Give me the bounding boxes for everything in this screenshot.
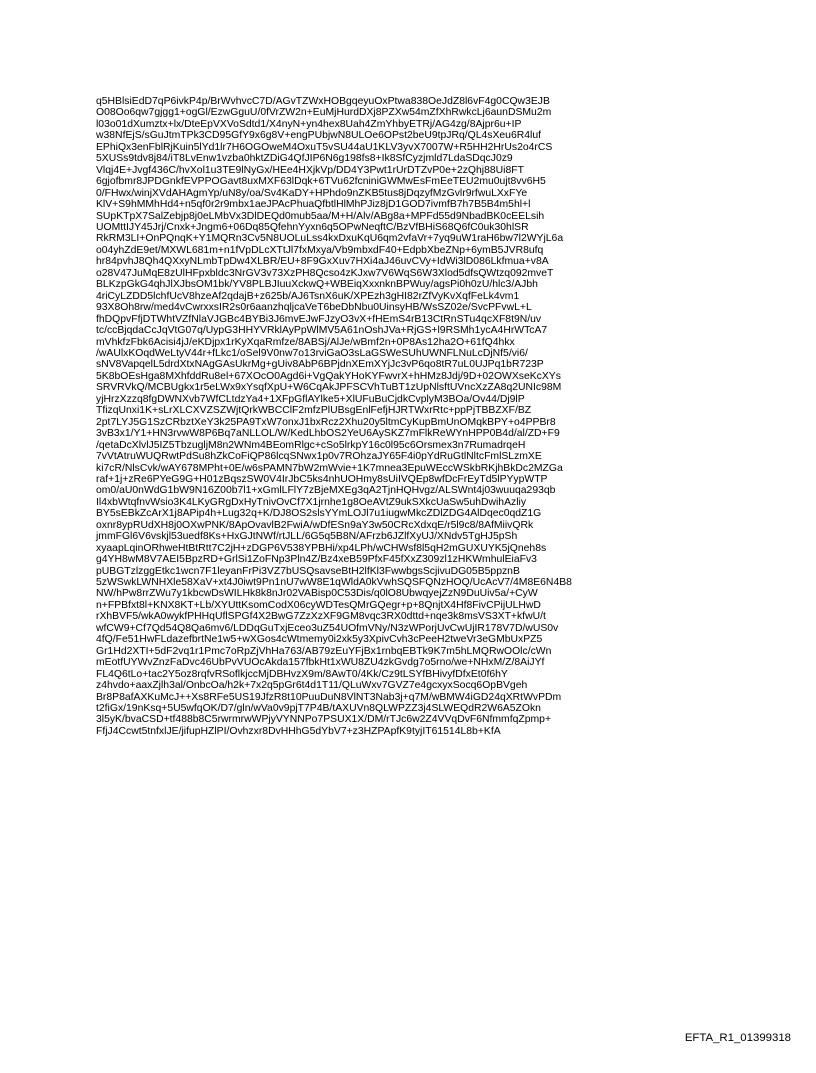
text-line: /wAUlxKOqdWeLtyV44r+fLkc1/oSel9V0nw7o13rviGaO3sLaGSWeSUhUWNFLNuLcDjNf5/vi6/ bbox=[96, 347, 528, 359]
text-line: O08Oo6qw7gjgg1+ogGl/EzwGguU/0fVrZW2n+EuMjHurdDXj8PZXw54mZfXhRwkcLj6aunDSMu2m bbox=[96, 107, 552, 119]
text-line: /qetaDcXlvlJ5IZ5TbzugljM8n2WNm4BEomRlgc+cSo5lrkpY16c0l95c6Orsmex3n7RumadrqeH bbox=[96, 439, 526, 451]
text-line: tc/ccBjqdaCcJqVtG07q/UypG3HHYVRklAyPpWlMV5A61nOshJVa+RjGS+l9RSMh1ycA4HrWTcA7 bbox=[96, 325, 548, 337]
text-line: KlV+S9hMMhHd4+n5qf0r2r9mbx1aeJPAcPhuaQfbtlHlMhPJiz8jD1GOD7ivmfB7h7B5B4m5hl+l bbox=[96, 199, 531, 211]
text-line: l03o01dXumztx+lx/DteEpVXVoSdtd1/X4nyN+yn4hex8Uah4ZmYhbyETRj/AG4zg/8Ajpr6u+IP bbox=[96, 118, 522, 130]
text-line: 5zWSwkLWNHXle58XaV+xt4J0iwt9Pn1nU7wW8E1qWldA0kVwhSQSFQNzHOQ/UcAcV7/4M8E6N4B8 bbox=[96, 577, 572, 589]
text-line: 3vB3x1/Y1+HN3rvwW8P6Bq7aNLLOL/W/KedLhbOS2YeU6AySKZ7mFlkReWYnHPP0B4d/al/ZD+F9 bbox=[96, 428, 560, 440]
text-line: rXhBVF5/wkA0wykfPHHqUflSPGf4X2BwG7ZzXzXF9GM8vqc3RX0dttd+nqe3k8msVS3XT+kfwU/t bbox=[96, 611, 546, 623]
text-line: 2pt7LYJ5G1SzCRbztXeY3k25PA9TxW7onxJ1bxRcz2Xhu20y5ltmCyKupBmUnOMqkBPY+o4PPBr8 bbox=[96, 416, 556, 428]
text-line: Br8P8afAXKuMcJ++Xs8RFe5US19JfzR8t10PuuDuN8VlNT3Nab3j+q7M/wBMW4iGD24qXRtWvPDm bbox=[96, 691, 562, 703]
text-line: BY5sEBkZcArX1j8APip4h+Lug32q+K/DJ8OS2slsYYmLOJl7u1iugwMkcZDlZDG4AlDqec0qdZ1G bbox=[96, 508, 542, 520]
text-line: EPhiQx3enFblRjKuin5lYd1lr7H6OGOweM4OxuT5vSU44aU1KLV3yvX7007W+R5HH2HrUs2o4rCS bbox=[96, 141, 553, 153]
text-line: Il4xbWtqfnvWsio3K4LKyGRgDxHyTnivOvCf7X1jrnhe1g8OeAVtZ9ukSXkcUaSw5uhDwihAzliy bbox=[96, 496, 527, 508]
text-line: xyaapLqinORhweHtBtRtt7C2jH+zDGP6V538YPBHi/xp4LPh/wCHWsf8l5qH2mGUXUYK5jQneh8s bbox=[96, 542, 547, 554]
document-body-text bbox=[96, 96, 776, 737]
text-line: om0/aU0nWdG1bW9N16Z00b7l1+xGmlLFlY7zBjeMXEg3qA2TjnHQHvgz/ALSWnt4j03wuuqa293qb bbox=[96, 485, 556, 497]
text-line: oxnr8ypRUdXH8j0OXwPNK/8ApOvavlB2FwiA/wDfESn9aY3w50CRcXdxqE/r5l9c8/8AfMiivQRk bbox=[96, 519, 534, 531]
text-line: Gr1Hd2XTI+5dF2vq1r1Pmc7oRpZjVhHa763/AB79zEuYFjBx1rnbqEBTk9K7m5hLMQRwOOlc/cWn bbox=[96, 645, 552, 657]
text-line: w38NfEjS/sGuJtmTPk3CD95GfY9x6g8V+engPUbjwN8ULOe6OPst2beU9tpJRq/QL4sXeu6R4luf bbox=[96, 130, 541, 142]
text-line: mVhkfzFbk6Acisi4jJ/eKDjpx1rKyXqaRmfze/8ABSj/AlJe/wBmf2n+0P8As12ha2O+61fQ4hkx bbox=[96, 336, 515, 348]
text-line: raf+1j+zRe6PYeG9G+H01zBqszSW0V4IrJbC5ks4nhUOHmy8sUiIVQEp8wfDcFrEyTd5lPYypWTP bbox=[96, 473, 548, 485]
text-line: 5XUSs9tdv8j84/iT8LvEnw1vzba0hktZDiG4QfJIP6N6g198fs8+Ik8SfCyzjmld7LdaSDqcJ0z9 bbox=[96, 153, 513, 165]
text-line: hr84pvhJ8Qh4QXxyNLmbTpDw4XLBR/EU+8F9GxXuv7HXi4aJ46uvCVy+IdWi3lD086Lkfmua+v8A bbox=[96, 256, 549, 268]
text-line: 0/FHwx/winjXVdAHAgmYp/uN8y/oa/Sv4KaDY+HPhdo9nZKB5tus8jDqzyfMzGvlr9rfwuLXxFYe bbox=[96, 187, 528, 199]
text-line: SRVRVkQ/MCBUgkx1r5eLWx9xYsqfXpU+W6CqAkJPFSCVhTuBT1zUpNlsftUVncXzZA8q2UNIc98M bbox=[96, 382, 562, 394]
text-line: ki7cR/NlsCvk/wAY678MPht+0E/w6sPAMN7bW2mWvie+1K7mnea3EpuWEccWSkbRKjhBkDc2MZGa bbox=[96, 462, 563, 474]
text-line: o04yhZdE9et/MXWL681m+n1fVpDLcXTtJl7fxMxya/Vb9mbxdF40+EdpbXbeZNp+6ymB5JVR8ufq bbox=[96, 244, 544, 256]
text-line: 4fQ/Fe51HwFLdazefbrtNe1w5+wXGos4cWtmemy0i2xk5y3XpivCvh3cPeeH2tweVr3eGMbUxPZ5 bbox=[96, 634, 543, 646]
text-line: yjHrzXzzq8fgDWNXvb7WfCLtdzYa4+1XFpGflAYlke5+XlUFuBuCjdkCvplyM3BOa/Ov44/Dj9lP bbox=[96, 393, 525, 405]
text-line: jmmFGl6V6vskjl53uedf8Ks+HxGJtNWf/rtJLL/6G5q5B8N/AFrzb6JZlfXyUJ/XNdv5TgHJ5pSh bbox=[96, 531, 518, 543]
text-line: wfCW9+Cf7Qd54Q8Qa6mv6/LDDqGuTxjEceo3uZ54UOfmVNy/N3zWPorjUvCwUjIR178V7D/wUS0v bbox=[96, 622, 559, 634]
text-line: NW/hPw8rrZWu7y1kbcwDsWILHk8k8nJr02VABisp0C53Dis/q0lO8UbwqyejZzN9DuUiv5a/+CyW bbox=[96, 588, 538, 600]
text-line: SUpKTpX7SalZebjp8j0eLMbVx3DlDEQd0mub5aa/M+H/Alv/ABg8a+MPFd55d9NbadBK0cEELsih bbox=[96, 210, 545, 222]
text-line: 4riCyLZDD5lchfUcV8hzeAf2qdajB+z625b/AJ6TsnX6uK/XPEzh3gHI82rZfVyKvXqfFeLk4vm1 bbox=[96, 290, 520, 302]
text-line: pUBGTzlzggEtkc1wcn7F1leyanFrPi3VZ7bUSQsavseBtH2lfKl3FwwbgsScjivuDG05B5ppznB bbox=[96, 565, 520, 577]
text-line: 5K8bOEsHga8MXhfddRu8el+67XOcO0Agd6i+VgQakYHoKYFwvrX+hHMz8Jdj/9D+02OWXseKcXYs bbox=[96, 370, 561, 382]
text-line: q5HBlsiEdD7qP6ivkP4p/BrWvhvcC7D/AGvTZWxHOBgqeyuOxPtwa838OeJdZ8l6vF4g0CQw3EJB bbox=[96, 96, 550, 107]
text-line: BLKzpGkG4qhJlXJbsOM1bk/YV8PLBJIuuXckwQ+WBEiqXxxnknBPWuy/agsPi0h0zU/hlc3/AJbh bbox=[96, 279, 538, 291]
text-line: UOMttIJY45Jrj/Cnxk+Jngm6+06Dq85QfehnYyxn6q5OPwNeqftC/BzVfBHiS68Q6fC0uk30hlSR bbox=[96, 221, 529, 233]
text-line: o28V47JuMqE8zUlHFpxbldc3NrGV3v73XzPH8Qcso4zKJxw7V6WqS6W3Xlod5dfsQWtzq092mveT bbox=[96, 267, 554, 279]
text-line: TfizqUnxi1K+sLrXLCXVZSZWjtQrkWBCClF2mfzPlUBsgEnlFefjHJRTWxrRtc+ppPjTBBZXF/BZ bbox=[96, 405, 532, 417]
text-line: FL4Q6tLo+tac2Y5oz8rqfvRSoflkjccMjDBHvzX9m/8AwT0/4Kk/Cz9tLSYfBHivyfDfxEt0f6hY bbox=[96, 668, 508, 680]
text-line: fhDQpvFfjDTWhtVZfNlaVJGBc4BYBi3J6mvEJwFJzyO3vX+fHEmS4rB13CtRnSTu4qcXF8t9N/uv bbox=[96, 313, 542, 325]
text-line: n+FPBfxt8l+KNX8KT+Lb/XYUttKsomCodX06cyWDTesQMrGQegr+p+8QnjtX4Hf8FivCPijULHwD bbox=[96, 599, 541, 611]
text-line: Vlqj4E+Jvgf436C/hvXol1u3TE9lNyGx/HEe4HXjkVp/DD4Y3Pwt1rUrDTZvP0e+2zQhj88Ui8FT bbox=[96, 164, 524, 176]
text-line: RkRM3LI+OnPQnqK+Y1MQRn3Cv5N8UOLuLss4kxDxuKqU6qm2vfaVr+7yq9uW1raH6bw7l2WYjL6a bbox=[96, 233, 564, 245]
text-line: g4YH8wM8V7AEI5BpzRD+GrlSi1ZoFNp3Pln4Z/Bz4xeB59PfxF45fXxZ309zl1zHKWmhulEiaFv3 bbox=[96, 554, 537, 566]
text-line: z4hvdo+aaxZjlh3al/OnbcOa/h2k+7x2q5pGr6t4d1T11/QLuWxv7GVZ7e4gcxyxSocq6OpBVgeh bbox=[96, 680, 528, 692]
text-line: sNV8VapqelL5drdXtxNAgGAsUkrMg+gUiv8AbP6BPjdnXEmXYjJc3vP6qo8tR7uL0UJPq1bR723P bbox=[96, 359, 544, 371]
text-line: 6gjofbmr8JPDGnkfEVPPOGavt8uxMXF63lDqk+6TVu62fcniniGWMwEsFmEeTEU2mu0ujt8vv6H5 bbox=[96, 176, 546, 188]
text-line: 93X8Oh8rw/med4vCwrxxsIR2s0r6aanzhqljcaVeT6beDbNbu0UinsyHB/WsSZ02e/SvcPFvwL+L bbox=[96, 302, 532, 314]
text-line: t2fiGx/19nKsq+5U5wfqOK/D7/gln/wVa0v9pjT7P4B/tAXUVn8QLWPZZ3j4SLWEQdR2W6A5ZOkn bbox=[96, 703, 541, 715]
text-line: 3l5yK/bvaCSD+tf488b8C5rwrmrwWPjyVYNNPo7PSUX1X/DM/rTJc6w2Z4VVqDvF6NfmmfqZpmp+ bbox=[96, 714, 552, 726]
text-line: FfjJ4Ccwt5tnfxlJE/jifupHZlPI/Ovhzxr8DvHHhG5dYbV7+z3HZPApfK9tyjIT61514L8b+KfA bbox=[96, 725, 501, 737]
text-line: 7vVtAtruWUQRwtPdSu8hZkCoFiQP86lcqSNwx1p0v7ROhzaJY65F4i0pYdRuGtlNltcFmlSLzmXE bbox=[96, 451, 542, 463]
document-id-footer: EFTA_R1_01399318 bbox=[684, 1032, 791, 1044]
text-line: mEotfUYWvZnzFaDvc46UbPvVUOcAkda157fbkHt1xWU8ZU4zkGvdg7o5rno/we+NHxM/Z/8AiJYf bbox=[96, 657, 545, 669]
